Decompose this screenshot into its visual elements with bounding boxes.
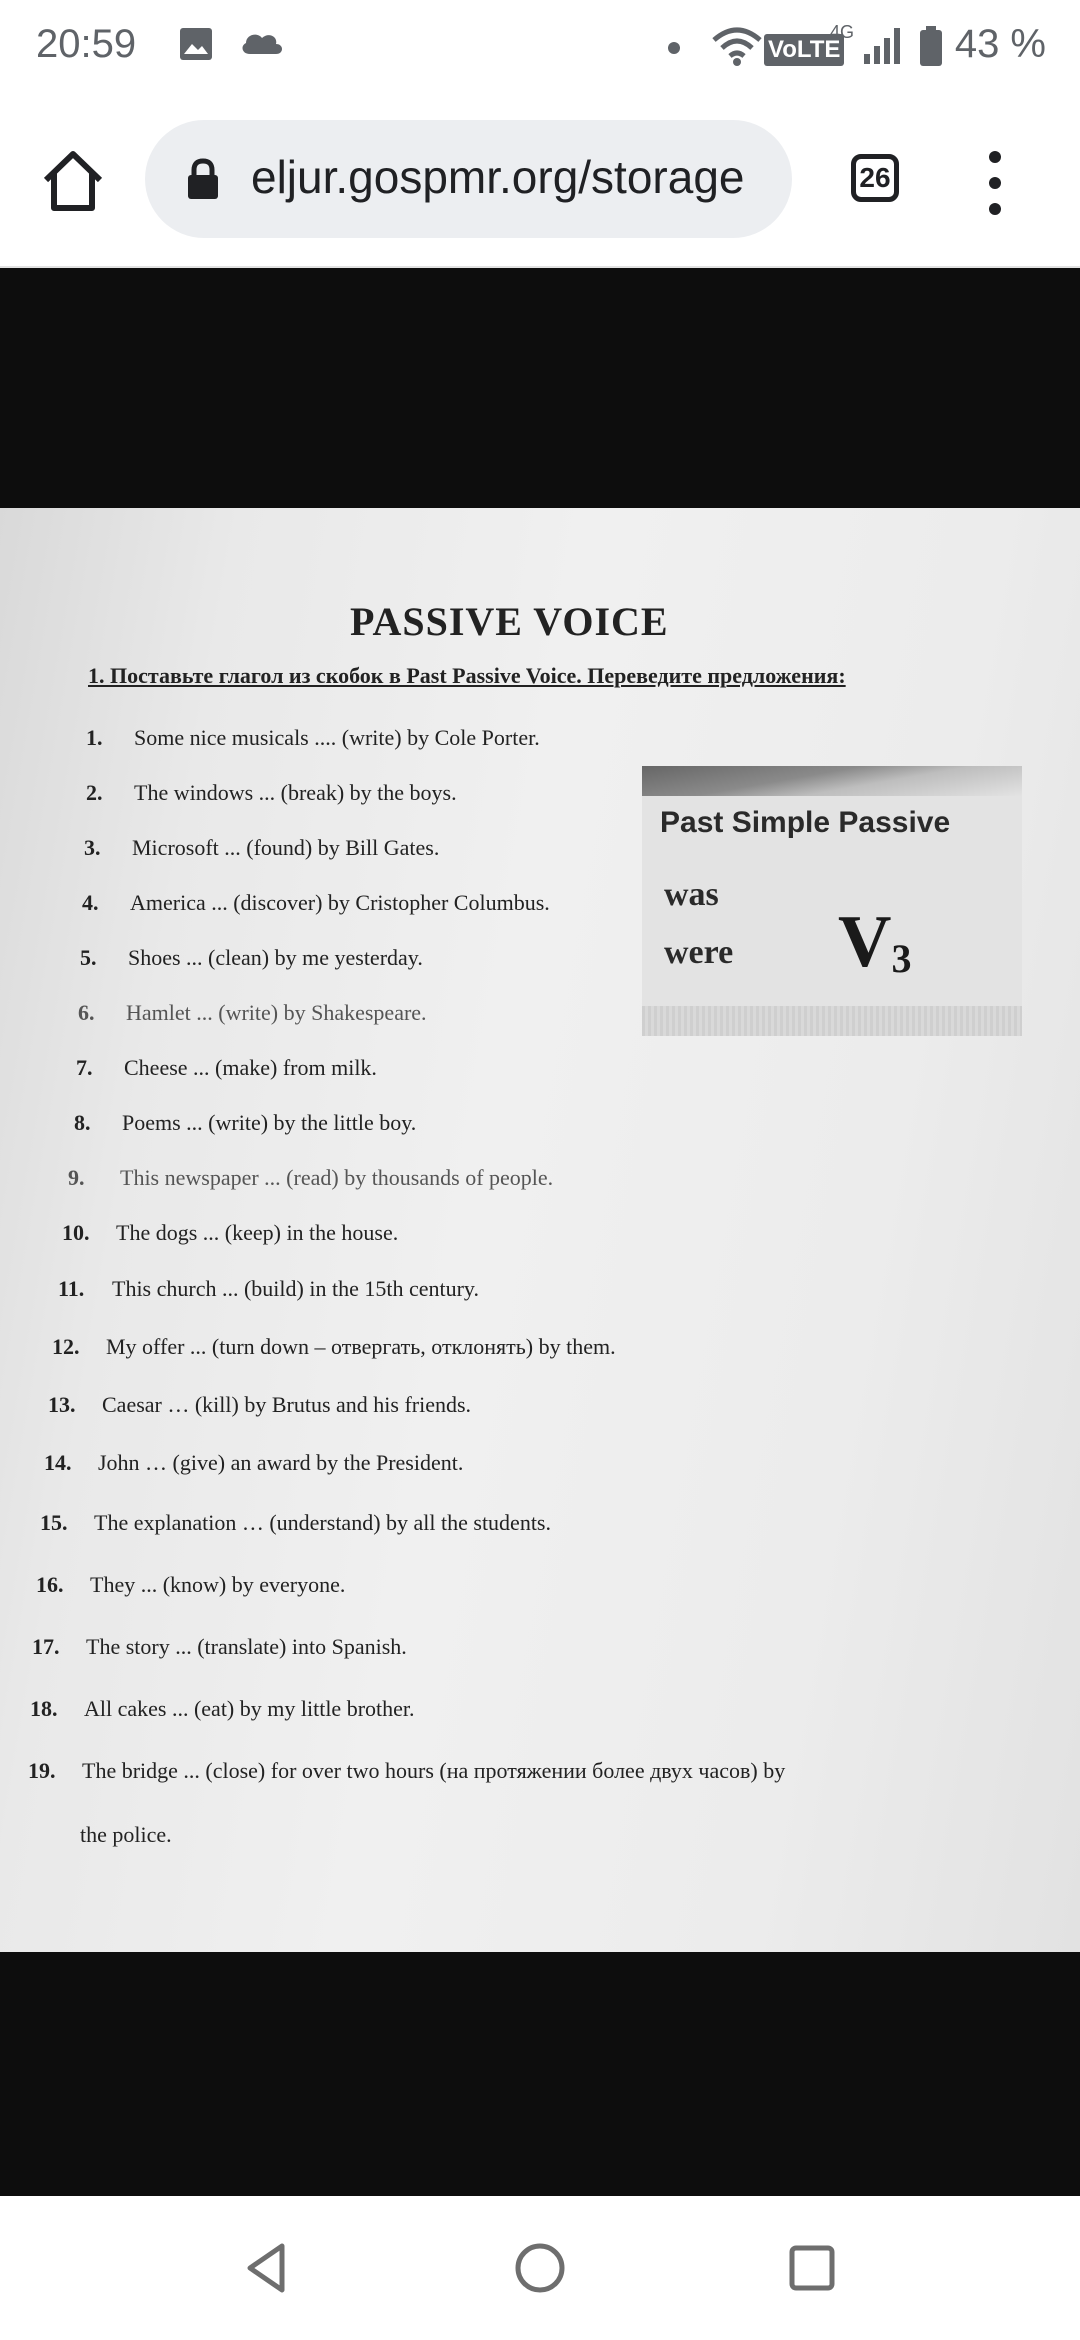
exercise-item: 4. America ... (discover) by Cristopher Columbus.	[82, 890, 550, 915]
navigation-bar	[0, 2196, 1080, 2340]
battery-percent: 43 %	[954, 22, 1046, 66]
exercise-item: 9. This newspaper ... (read) by thousands of people.	[68, 1165, 554, 1190]
exercise-item: 17. The story ... (translate) into Spanish.	[32, 1634, 407, 1659]
exercise-item: 2. The windows ... (break) by the boys.	[86, 780, 457, 805]
rule-was: was	[664, 876, 719, 913]
volte-badge: VoLTE	[764, 34, 844, 66]
browser-toolbar	[0, 96, 1080, 268]
menu-icon[interactable]	[980, 151, 1010, 215]
worksheet-title: PASSIVE VOICE	[350, 599, 669, 644]
exercise-item: 3. Microsoft ... (found) by Bill Gates.	[84, 835, 440, 860]
rule-verb-form: $V_3$	[838, 901, 912, 983]
status-bar	[0, 0, 1080, 96]
rule-were: were	[664, 934, 734, 971]
home-circle-icon[interactable]	[512, 2240, 568, 2296]
worksheet-instruction: 1. Поставьте глагол из скобок в Past Passive Voice. Переведите предложения:	[88, 663, 846, 688]
rule-box	[642, 766, 1022, 1036]
exercise-item: 12. My offer ... (turn down – отвергать, отклонять) by them.	[52, 1334, 616, 1359]
status-time: 20:59	[36, 22, 137, 66]
rule-box-stripe	[642, 766, 1022, 796]
back-icon[interactable]	[240, 2240, 296, 2296]
network-type: 4G	[830, 22, 855, 42]
cloud-icon	[238, 26, 286, 58]
dot-icon	[668, 42, 680, 54]
rule-heading: Past Simple Passive	[660, 806, 951, 839]
exercise-item: 16. They ... (know) by everyone.	[36, 1572, 346, 1597]
exercise-item: 10. The dogs ... (keep) in the house.	[62, 1220, 399, 1245]
wifi-icon	[710, 26, 764, 66]
exercise-item: 1. Some nice musicals .... (write) by Cole Porter.	[86, 725, 540, 750]
battery-icon	[918, 26, 944, 68]
tab-switcher-button[interactable]: 26	[851, 154, 899, 202]
image-icon	[178, 26, 214, 62]
lock-icon	[185, 158, 221, 200]
exercise-item: 19. The bridge ... (close) for over two hours (на протяжении более двух часов) by	[28, 1758, 786, 1783]
signal-icon	[862, 26, 902, 66]
recents-icon[interactable]	[784, 2240, 840, 2296]
exercise-item: 5. Shoes ... (clean) by me yesterday.	[80, 945, 423, 970]
exercise-item: 11. This church ... (build) in the 15th century.	[58, 1276, 479, 1301]
worksheet-photo	[0, 508, 1080, 1952]
exercise-item: 6. Hamlet ... (write) by Shakespeare.	[78, 1000, 427, 1025]
exercise-item: 18. All cakes ... (eat) by my little brother.	[30, 1696, 415, 1721]
exercise-item: 7. Cheese ... (make) from milk.	[76, 1055, 377, 1080]
exercise-item: 14. John … (give) an award by the President.	[44, 1450, 464, 1475]
home-icon[interactable]	[38, 146, 108, 216]
exercise-item-continuation: the police.	[80, 1822, 172, 1847]
rule-box-edge	[642, 1006, 1022, 1036]
exercise-item: 15. The explanation … (understand) by all the students.	[40, 1510, 551, 1535]
exercise-item: 8. Poems ... (write) by the little boy.	[74, 1110, 417, 1135]
exercise-item: 13. Caesar … (kill) by Brutus and his friends.	[48, 1392, 472, 1417]
url-bar[interactable]	[145, 120, 792, 238]
url-text[interactable]: eljur.gospmr.org/storage	[251, 151, 745, 203]
